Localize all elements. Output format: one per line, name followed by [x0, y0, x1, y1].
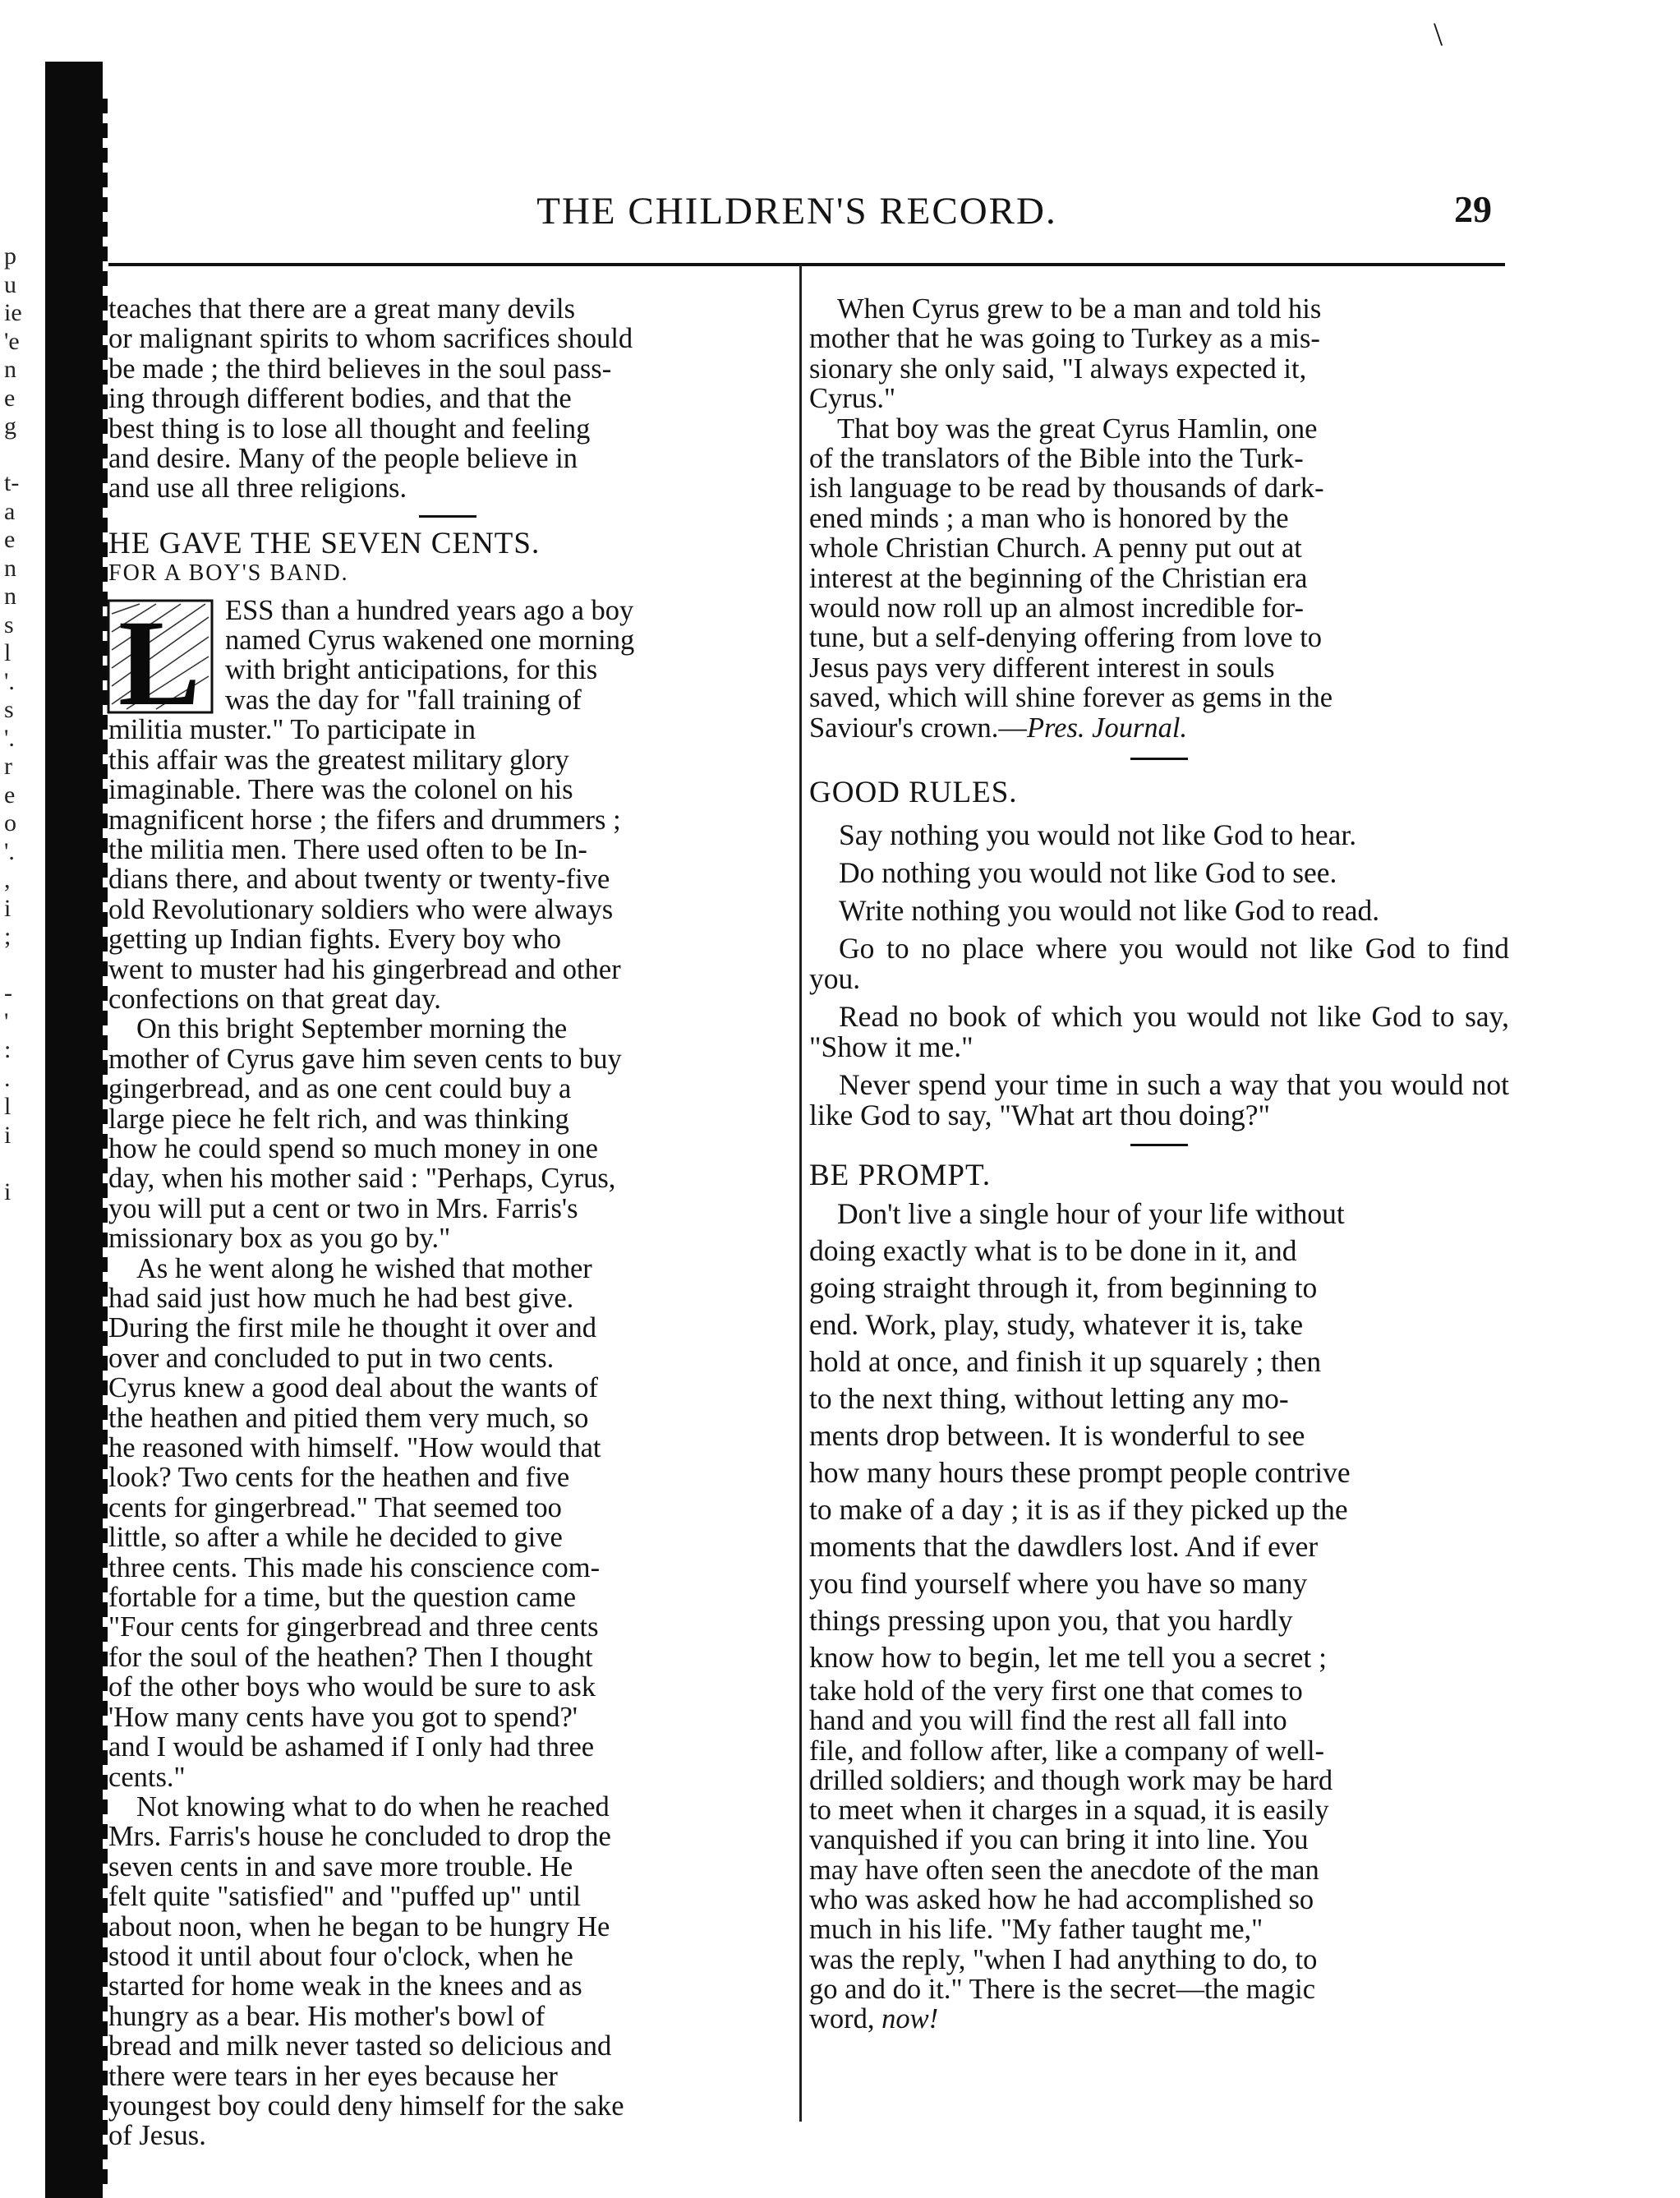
text-line: confections on that great day.	[108, 983, 441, 1015]
edge-letter: u	[4, 270, 16, 298]
text-line: over and concluded to put in two cents.	[108, 1342, 555, 1374]
text-line: "Four cents for gingerbread and three cents	[108, 1611, 599, 1643]
adjacent-page-edge-letters	[4, 242, 27, 1206]
text-line: getting up Indian fights. Every boy who	[108, 924, 561, 956]
edge-letter: n	[4, 554, 16, 582]
be-prompt-paragraph	[809, 1196, 1509, 1676]
text-line: and I would be ashamed if I only had three	[108, 1731, 595, 1763]
text-line: going straight through it, from beginning to	[809, 1270, 1318, 1304]
edge-letter: t-	[4, 469, 20, 496]
text-line: large piece he felt rich, and was thinking	[108, 1103, 569, 1135]
text-line: cents."	[108, 1761, 186, 1793]
text-line: of the translators of the Bible into the Turk-	[809, 443, 1304, 475]
text-line: had said just how much he had best give.	[108, 1283, 574, 1314]
text-line: sionary she only said, "I always expected it,	[809, 353, 1307, 385]
edge-letter: 'e	[4, 327, 20, 355]
text-line: magnificent horse ; the fifers and drummers ;	[108, 804, 621, 836]
text-line: saved, which will shine forever as gems in the	[809, 682, 1333, 714]
paragraph	[108, 294, 786, 504]
rule-item: Write nothing you would not like God to read.	[839, 893, 1380, 927]
text-line: fortable for a time, but the question came	[108, 1582, 577, 1614]
text-line: about noon, when he began to be hungry He	[108, 1910, 610, 1942]
text-line: Not knowing what to do when he reached	[136, 1790, 610, 1822]
be-prompt-last-line	[809, 2004, 1509, 2034]
text-line: he reasoned with himself. "How would that	[108, 1432, 601, 1464]
text-line: the militia men. There used often to be In-	[108, 833, 587, 865]
good-rules-title: GOOD RULES.	[809, 776, 1018, 810]
text-line: hand and you will find the rest all fall into	[809, 1705, 1287, 1737]
text-line: this affair was the greatest military glory	[108, 744, 569, 776]
text-line: vanquished if you can bring it into line. You	[809, 1824, 1309, 1856]
text-line: bread and milk never tasted so delicious and	[108, 2030, 612, 2062]
text-line: end. Work, play, study, whatever it is, take	[809, 1307, 1304, 1341]
text-line: of Jesus.	[108, 2120, 206, 2152]
paragraph-p2	[108, 1014, 786, 1253]
text-line: militia muster." To participate in	[108, 714, 476, 746]
text-line: went to muster had his gingerbread and other	[108, 953, 621, 985]
text-line: how he could spend so much money in one	[108, 1132, 598, 1164]
edge-letter: p	[4, 242, 16, 270]
text-line: to the next thing, without letting any mo-	[809, 1381, 1289, 1415]
text-line: whole Christian Church. A penny put out at	[809, 532, 1302, 564]
text-line: best thing is to lose all thought and feeling	[108, 412, 591, 445]
paragraph-r1	[809, 294, 1509, 414]
intro-paragraph	[108, 294, 786, 504]
page-binding-shadow	[45, 62, 103, 2198]
text-line: cents for gingerbread." That seemed too	[108, 1491, 562, 1523]
emphasized-word: now!	[881, 2003, 939, 2035]
text-line: drilled soldiers; and though work may be hard	[809, 1764, 1333, 1796]
text-line: to make of a day ; it is as if they picked up the	[809, 1492, 1348, 1526]
text-line: Jesus pays very different interest in souls	[809, 652, 1275, 684]
edge-letter: s	[4, 611, 14, 638]
text-line: ish language to be read by thousands of dark-	[809, 472, 1324, 505]
text-line: 'How many cents have you got to spend?'	[108, 1701, 578, 1733]
text-line: three cents. This made his conscience com-	[108, 1551, 601, 1583]
section-divider	[1130, 1144, 1188, 1146]
edge-letter: l	[4, 1093, 12, 1120]
paragraph-closing-line	[809, 713, 1509, 743]
edge-letter: .	[4, 1064, 11, 1092]
text-line: be made ; the third believes in the soul pass-	[108, 353, 612, 385]
text-line: seven cents in and save more trouble. He	[108, 1850, 573, 1882]
edge-letter: '.	[4, 667, 15, 695]
paragraph-p4	[108, 1792, 786, 2151]
text-line: hold at once, and finish it up squarely ; then	[809, 1344, 1322, 1378]
edge-letter: e	[4, 526, 16, 553]
edge-letter: r	[4, 753, 12, 780]
text-line: much in his life. "My father taught me,"	[809, 1914, 1263, 1946]
text-line: you will put a cent or two in Mrs. Farris's	[108, 1192, 578, 1224]
rule-item: Do nothing you would not like God to see.	[839, 855, 1337, 889]
text-line: During the first mile he thought it over and	[108, 1312, 597, 1344]
text-line: imaginable. There was the colonel on his	[108, 774, 573, 806]
text-line: old Revolutionary soldiers who were always	[108, 893, 614, 925]
last-line-text: word,	[809, 2003, 882, 2035]
right-column	[809, 294, 1509, 2034]
text-line: with bright anticipations, for this	[225, 654, 598, 686]
left-column	[108, 294, 786, 2151]
edge-letter: o	[4, 809, 16, 836]
text-line: there were tears in her eyes because her	[108, 2060, 558, 2092]
text-line: ments drop between. It is wonderful to see	[809, 1418, 1305, 1452]
text-line: felt quite "satisfied" and "puffed up" until	[108, 1881, 581, 1913]
edge-letter	[4, 441, 27, 470]
rule-item: Never spend your time in such a way that you would not like God to say, "What art thou doing?"	[809, 1067, 1509, 1131]
text-line: mother of Cyrus gave him seven cents to buy	[108, 1043, 622, 1075]
text-line: As he went along he wished that mother	[136, 1252, 592, 1284]
text-line: to meet when it charges in a squad, it is easily	[809, 1795, 1329, 1827]
text-line: doing exactly what is to be done in it, and	[809, 1233, 1297, 1267]
text-line: youngest boy could deny himself for the sake	[108, 2090, 624, 2122]
column-rule	[799, 265, 802, 2122]
text-line: and use all three religions.	[108, 472, 407, 505]
corner-mark: \	[1434, 16, 1443, 53]
text-line: was the reply, "when I had anything to do, to	[809, 1943, 1318, 1975]
edge-letter: :	[4, 1036, 12, 1063]
edge-letter: n	[4, 356, 16, 383]
edge-letter: e	[4, 781, 16, 809]
text-line: interest at the beginning of the Christian era	[809, 562, 1308, 594]
text-line: little, so after a while he decided to give	[108, 1522, 563, 1554]
text-line: started for home weak in the knees and as	[108, 1970, 582, 2002]
rule-item: Go to no place where you would not like God to find you.	[809, 931, 1509, 995]
text-line: Cyrus."	[809, 383, 896, 415]
section-divider	[419, 515, 476, 518]
text-line: tune, but a self-denying offering from love to	[809, 622, 1323, 654]
edge-letter	[4, 1150, 27, 1178]
text-line: Don't live a single hour of your life without	[837, 1196, 1345, 1230]
paragraph	[809, 1676, 1509, 2004]
text-line: the heathen and pitied them very much, so	[108, 1402, 589, 1434]
text-line: you find yourself where you have so many	[809, 1566, 1308, 1600]
text-line: That boy was the great Cyrus Hamlin, one	[837, 412, 1318, 445]
text-line: mother that he was going to Turkey as a mis-	[809, 323, 1320, 355]
edge-letter: ie	[4, 299, 22, 326]
text-line: for the soul of the heathen? Then I thought	[108, 1641, 593, 1673]
edge-letter: -	[4, 979, 12, 1007]
rule-item: Read no book of which you would not like God to say, "Show it me."	[809, 999, 1509, 1063]
text-line: file, and follow after, like a company of well-	[809, 1735, 1325, 1767]
paragraph	[809, 1196, 1509, 1676]
text-line: missionary box as you go by."	[108, 1223, 451, 1255]
edge-letter: i	[4, 1177, 12, 1205]
text-line: of the other boys who would be sure to ask	[108, 1671, 596, 1703]
good-rules-list	[809, 820, 1509, 1131]
text-line: stood it until about four o'clock, when he	[108, 1940, 573, 1972]
edge-letter: ,	[4, 866, 11, 893]
paragraph-p3	[108, 1254, 786, 1792]
text-line: may have often seen the anecdote of the man	[809, 1854, 1319, 1886]
edge-letter: a	[4, 497, 16, 525]
edge-letter: '	[4, 1007, 9, 1035]
text-line: On this bright September morning the	[136, 1013, 568, 1045]
text-line: take hold of the very first one that comes to	[809, 1675, 1303, 1707]
edge-letter: '.	[4, 724, 15, 752]
edge-letter: ;	[4, 923, 12, 950]
text-line: who was asked how he had accomplished so	[809, 1883, 1314, 1915]
paragraph-r2	[809, 414, 1509, 713]
edge-letter	[4, 952, 27, 980]
text-line: dians there, and about twenty or twenty-five	[108, 864, 610, 896]
article-subtitle: FOR A BOY'S BAND.	[108, 560, 349, 587]
text-line: things pressing upon you, that you hardly	[809, 1603, 1293, 1637]
cyrus-article-continued	[809, 294, 1509, 713]
edge-letter: l	[4, 639, 12, 666]
section-divider	[1130, 758, 1188, 760]
text-line: moments that the dawdlers lost. And if ever	[809, 1529, 1319, 1563]
text-line: hungry as a bear. His mother's bowl of	[108, 2000, 545, 2032]
text-line: Mrs. Farris's house he concluded to drop the	[108, 1821, 611, 1853]
drop-cap-letter	[107, 599, 214, 714]
article-body	[108, 596, 786, 2151]
be-prompt-title: BE PROMPT.	[809, 1158, 992, 1192]
text-line: ESS than a hundred years ago a boy	[225, 594, 634, 626]
text-line: teaches that there are a great many devils	[108, 293, 576, 325]
edge-letter: s	[4, 696, 14, 723]
edge-letter: g	[4, 412, 16, 440]
text-line: gingerbread, and as one cent could buy a	[108, 1073, 572, 1105]
edge-letter: i	[4, 894, 12, 922]
text-line: ened minds ; a man who is honored by the	[809, 502, 1289, 534]
edge-letter: '.	[4, 837, 15, 865]
text-line: how many hours these prompt people contrive	[809, 1455, 1351, 1489]
text-line: day, when his mother said : "Perhaps, Cyrus,	[108, 1163, 616, 1195]
closing-text: Saviour's crown.—	[809, 712, 1027, 744]
article-title: HE GAVE THE SEVEN CENTS.	[108, 526, 541, 560]
edge-letter: i	[4, 1121, 12, 1149]
text-line: named Cyrus wakened one morning	[225, 624, 635, 657]
edge-letter: n	[4, 583, 16, 610]
text-line: go and do it." There is the secret—the magic	[809, 1973, 1316, 2005]
text-line: Cyrus knew a good deal about the wants of	[108, 1372, 598, 1404]
text-line: know how to begin, let me tell you a secret ;	[809, 1640, 1327, 1674]
source-credit: Pres. Journal.	[1026, 712, 1188, 744]
binding-edge	[103, 99, 108, 2194]
text-line: look? Two cents for the heathen and five	[108, 1462, 570, 1494]
rule-item: Say nothing you would not like God to hear.	[839, 818, 1357, 851]
edge-letter: e	[4, 384, 16, 412]
page-number: 29	[1454, 188, 1492, 230]
svg-text:L: L	[118, 598, 201, 714]
text-line: and desire. Many of the people believe in	[108, 443, 578, 475]
text-line: would now roll up an almost incredible for-	[809, 592, 1304, 624]
text-line: When Cyrus grew to be a man and told his	[837, 293, 1322, 325]
be-prompt-paragraph-cont	[809, 1676, 1509, 2004]
header-rule	[108, 263, 1505, 266]
text-line: was the day for "fall training of	[225, 684, 582, 716]
text-line: or malignant spirits to whom sacrifices should	[108, 323, 633, 355]
running-head: THE CHILDREN'S RECORD.	[536, 190, 1057, 233]
text-line: ing through different bodies, and that the	[108, 383, 572, 415]
